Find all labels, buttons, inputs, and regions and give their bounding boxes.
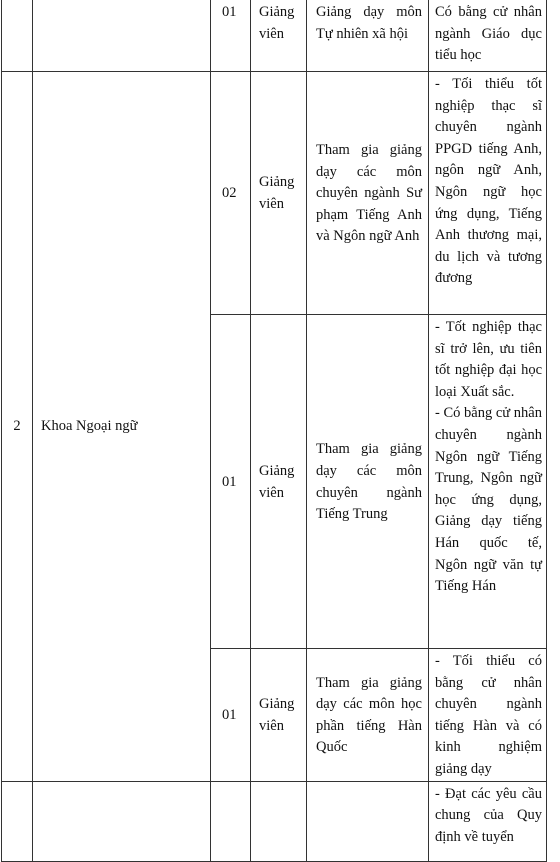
table-row — [2, 0, 547, 72]
task-value: Giảng dạy môn Tự nhiên xã hội — [316, 4, 422, 42]
requirement-cell — [429, 0, 547, 72]
stt-cell — [2, 0, 33, 72]
task-value: Tham gia giảng dạy các môn học phần tiếng Hàn Quốc — [316, 674, 422, 756]
position-value: Giảng viên — [259, 696, 295, 734]
stt-cell — [2, 781, 33, 861]
unit-name: Khoa Ngoại ngữ — [41, 418, 138, 435]
task-cell — [307, 315, 429, 649]
requirement-cell — [429, 649, 547, 782]
unit-cell — [33, 72, 211, 782]
quantity-cell — [211, 649, 251, 782]
task-value: Tham gia giảng dạy các môn chuyên ngành Sư phạm Tiếng Anh và Ngôn ngữ Anh — [316, 142, 422, 245]
requirement-cell — [429, 315, 547, 649]
requirement-value: - Tối thiểu tốt nghiệp thạc sĩ chuyên ngành PPGD tiếng Anh, ngôn ngữ Anh, Ngôn ngữ học ứng dụng, Tiếng Anh thương mại, du lịch và tương đương — [435, 76, 542, 287]
position-value: Giảng viên — [259, 174, 295, 212]
task-cell — [307, 0, 429, 72]
quantity-cell — [211, 72, 251, 315]
requirement-cell — [429, 781, 547, 861]
position-cell — [251, 781, 307, 861]
quantity-cell — [211, 781, 251, 861]
quantity-value: 02 — [222, 185, 237, 202]
stt-cell — [2, 72, 33, 782]
stt-value: 2 — [13, 418, 21, 435]
quantity-value: 01 — [222, 706, 237, 723]
table-row — [2, 781, 547, 861]
quantity-value: 01 — [222, 473, 237, 490]
position-cell — [251, 315, 307, 649]
position-cell — [251, 72, 307, 315]
requirement-value: - Đạt các yêu cầu chung của Quy định về tuyển — [435, 785, 542, 845]
requirement-cell — [429, 72, 547, 315]
quantity-value: 01 — [222, 4, 237, 20]
task-cell — [307, 781, 429, 861]
task-value: Tham gia giảng dạy các môn chuyên ngành Tiếng Trung — [316, 441, 422, 523]
quantity-cell — [211, 0, 251, 72]
requirement-value: Có bằng cử nhân ngành Giáo dục tiểu học — [435, 4, 542, 64]
unit-cell — [33, 781, 211, 861]
task-cell — [307, 72, 429, 315]
position-value: Giảng viên — [259, 462, 295, 501]
requirement-value: - Tối thiểu có bằng cử nhân chuyên ngành tiếng Hàn và có kinh nghiệm giảng dạy — [435, 653, 542, 777]
position-value: Giảng viên — [259, 4, 295, 42]
quantity-cell — [211, 315, 251, 649]
position-cell — [251, 0, 307, 72]
requirement-value: - Tốt nghiệp thạc sĩ trở lên, ưu tiên tốt nghiệp đại học loại Xuất sắc. - Có bằng cử nhân chuyên ngành Ngôn ngữ Tiếng Trung, Ngôn ngữ học ứng dụng, Giảng dạy tiếng Hán quốc tế, Ngôn ngữ văn tự Tiếng Hán — [435, 319, 542, 595]
table-row — [2, 72, 547, 315]
task-cell — [307, 649, 429, 782]
position-cell — [251, 649, 307, 782]
unit-cell — [33, 0, 211, 72]
recruitment-table — [1, 0, 547, 862]
